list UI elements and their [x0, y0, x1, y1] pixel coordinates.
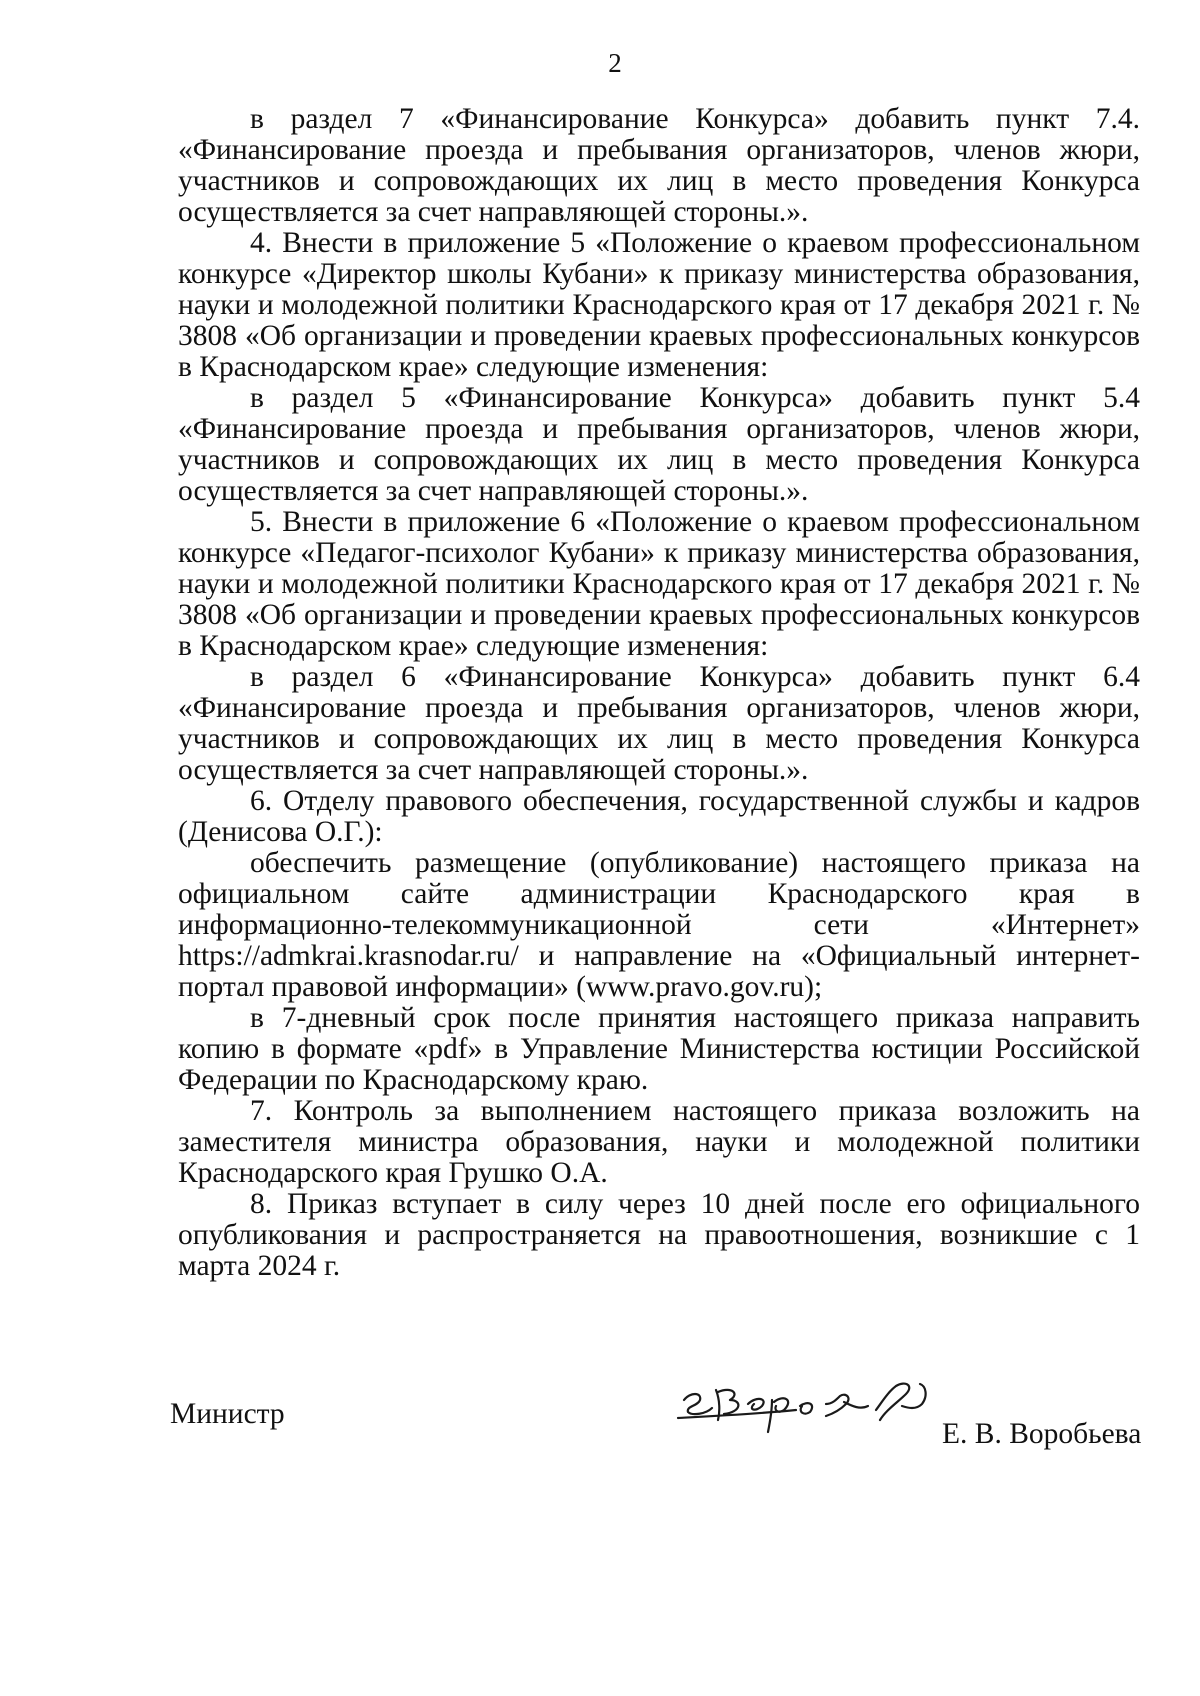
signatory-role: Министр: [170, 1398, 285, 1430]
paragraph-item-7: 7. Контроль за выполнением настоящего приказа возложить на заместителя министра образования, науки и молодежной политики Краснодарского края Грушко О.А.: [178, 1095, 1140, 1189]
paragraph-item-5: 5. Внести в приложение 6 «Положение о краевом профессиональном конкурсе «Педагог-психолог Кубани» к приказу министерства образования, науки и молодежной политики Краснодарского края от 17 декабря 2021 г. № 3808 «Об организации и проведении краевых профессиональных конкурсов в Краснодарском крае» следующие изменения:: [178, 506, 1140, 662]
handwritten-signature: [676, 1370, 946, 1440]
paragraph-item-4: 4. Внести в приложение 5 «Положение о краевом профессиональном конкурсе «Директор школы Кубани» к приказу министерства образования, науки и молодежной политики Краснодарского края от 17 декабря 2021 г. № 3808 «Об организации и проведении краевых профессиональных конкурсов в Краснодарском крае» следующие изменения:: [178, 227, 1140, 383]
paragraph-section5-amendment: в раздел 5 «Финансирование Конкурса» добавить пункт 5.4 «Финансирование проезда и пребывания организаторов, членов жюри, участников и сопровождающих их лиц в место проведения Конкурса осуществляется за счет направляющей стороны.».: [178, 382, 1140, 507]
paragraph-publication: обеспечить размещение (опубликование) настоящего приказа на официальном сайте администрации Краснодарского края в информационно-телекоммуникационной сети «Интернет» https://admkrai.krasnodar.ru/ и направление на «Официальный интернет-портал правовой информации» (www.pravo.gov.ru);: [178, 847, 1140, 1003]
document-body: [178, 104, 1140, 1282]
page-number: 2: [608, 48, 622, 78]
signatory-name: Е. В. Воробьева: [942, 1418, 1142, 1450]
paragraph-item-6: 6. Отделу правового обеспечения, государственной службы и кадров (Денисова О.Г.):: [178, 785, 1140, 848]
paragraph-section6-amendment: в раздел 6 «Финансирование Конкурса» добавить пункт 6.4 «Финансирование проезда и пребывания организаторов, членов жюри, участников и сопровождающих их лиц в место проведения Конкурса осуществляется за счет направляющей стороны.».: [178, 661, 1140, 786]
paragraph-section7-amendment: в раздел 7 «Финансирование Конкурса» добавить пункт 7.4. «Финансирование проезда и пребывания организаторов, членов жюри, участников и сопровождающих их лиц в место проведения Конкурса осуществляется за счет направляющей стороны.».: [178, 103, 1140, 228]
paragraph-pdf-submission: в 7-дневный срок после принятия настоящего приказа направить копию в формате «pdf» в Управление Министерства юстиции Российской Федерации по Краснодарскому краю.: [178, 1002, 1140, 1096]
paragraph-item-8: 8. Приказ вступает в силу через 10 дней после его официального опубликования и распространяется на правоотношения, возникшие с 1 марта 2024 г.: [178, 1188, 1140, 1282]
signature-block: [0, 1370, 1200, 1460]
